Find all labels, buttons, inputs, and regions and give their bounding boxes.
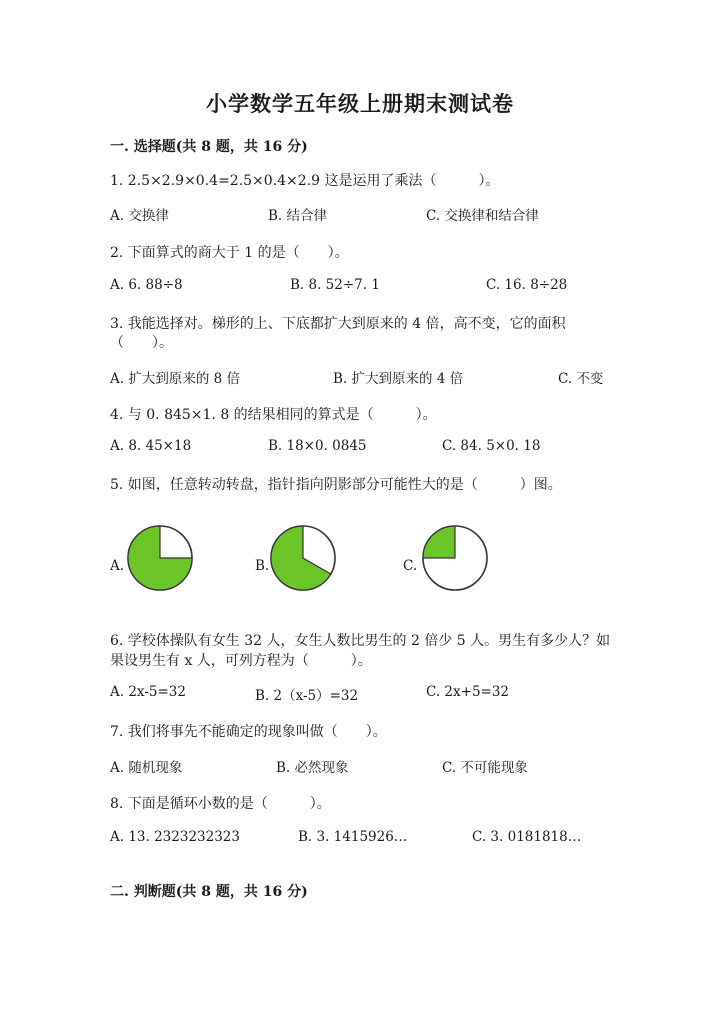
q2-option-a[interactable]: A. 6. 88÷8 xyxy=(110,277,183,293)
q6-option-c[interactable]: C. 2x+5=32 xyxy=(426,684,510,700)
q5-option-a-label[interactable]: A. xyxy=(110,558,125,574)
q3-option-b[interactable]: B. 扩大到原来的 4 倍 xyxy=(333,371,464,387)
q2-option-b[interactable]: B. 8. 52÷7. 1 xyxy=(290,277,380,293)
question-1: 1. 2.5×2.9×0.4=2.5×0.4×2.9 这是运用了乘法（ ）。 xyxy=(110,173,500,189)
q5-spinner-b[interactable] xyxy=(268,523,338,593)
question-6-line-2: 果设男生有 x 人，可列方程为（ ）。 xyxy=(110,653,372,669)
question-8: 8. 下面是循环小数的是（ ）。 xyxy=(110,796,331,812)
q8-option-b[interactable]: B. 3. 1415926… xyxy=(298,829,408,845)
question-3-line-1: 3. 我能选择对。梯形的上、下底都扩大到原来的 4 倍，高不变，它的面积 xyxy=(110,316,566,332)
q3-option-c[interactable]: C. 不变 xyxy=(558,371,604,387)
q4-option-a[interactable]: A. 8. 45×18 xyxy=(110,438,192,454)
q6-option-b[interactable]: B. 2（x-5）=32 xyxy=(255,688,359,704)
section-heading-choice: 一. 选择题(共 8 题，共 16 分) xyxy=(110,139,308,155)
q6-option-a[interactable]: A. 2x-5=32 xyxy=(110,684,186,700)
question-3-line-2: （ ）。 xyxy=(110,335,173,351)
q8-option-a[interactable]: A. 13. 2323232323 xyxy=(110,829,240,845)
q7-option-b[interactable]: B. 必然现象 xyxy=(276,760,349,776)
question-2: 2. 下面算式的商大于 1 的是（ ）。 xyxy=(110,245,349,261)
q1-option-a[interactable]: A. 交换律 xyxy=(110,208,169,224)
q5-spinner-c[interactable] xyxy=(420,523,490,593)
q3-option-a[interactable]: A. 扩大到原来的 8 倍 xyxy=(110,371,241,387)
page-title: 小学数学五年级上册期末测试卷 xyxy=(206,91,514,116)
q7-option-a[interactable]: A. 随机现象 xyxy=(110,760,183,776)
question-4: 4. 与 0. 845×1. 8 的结果相同的算式是（ ）。 xyxy=(110,407,437,423)
q8-option-c[interactable]: C. 3. 0181818… xyxy=(472,829,582,845)
q4-option-b[interactable]: B. 18×0. 0845 xyxy=(268,438,367,454)
question-7: 7. 我们将事先不能确定的现象叫做（ ）。 xyxy=(110,724,387,740)
q1-option-b[interactable]: B. 结合律 xyxy=(268,208,328,224)
question-5: 5. 如图，任意转动转盘，指针指向阴影部分可能性大的是（ ）图。 xyxy=(110,477,562,493)
spinner-c-shaded-sector xyxy=(423,526,455,558)
q2-option-c[interactable]: C. 16. 8÷28 xyxy=(486,277,568,293)
section-heading-true-false: 二. 判断题(共 8 题，共 16 分) xyxy=(110,884,308,900)
q5-spinner-a[interactable] xyxy=(125,523,195,593)
q1-option-c[interactable]: C. 交换律和结合律 xyxy=(426,208,539,224)
q7-option-c[interactable]: C. 不可能现象 xyxy=(442,760,528,776)
q5-option-b-label[interactable]: B. xyxy=(255,558,270,574)
q5-option-c-label[interactable]: C. xyxy=(403,558,418,574)
q4-option-c[interactable]: C. 84. 5×0. 18 xyxy=(442,438,541,454)
question-6-line-1: 6. 学校体操队有女生 32 人，女生人数比男生的 2 倍少 5 人。男生有多少人？如 xyxy=(110,633,611,649)
